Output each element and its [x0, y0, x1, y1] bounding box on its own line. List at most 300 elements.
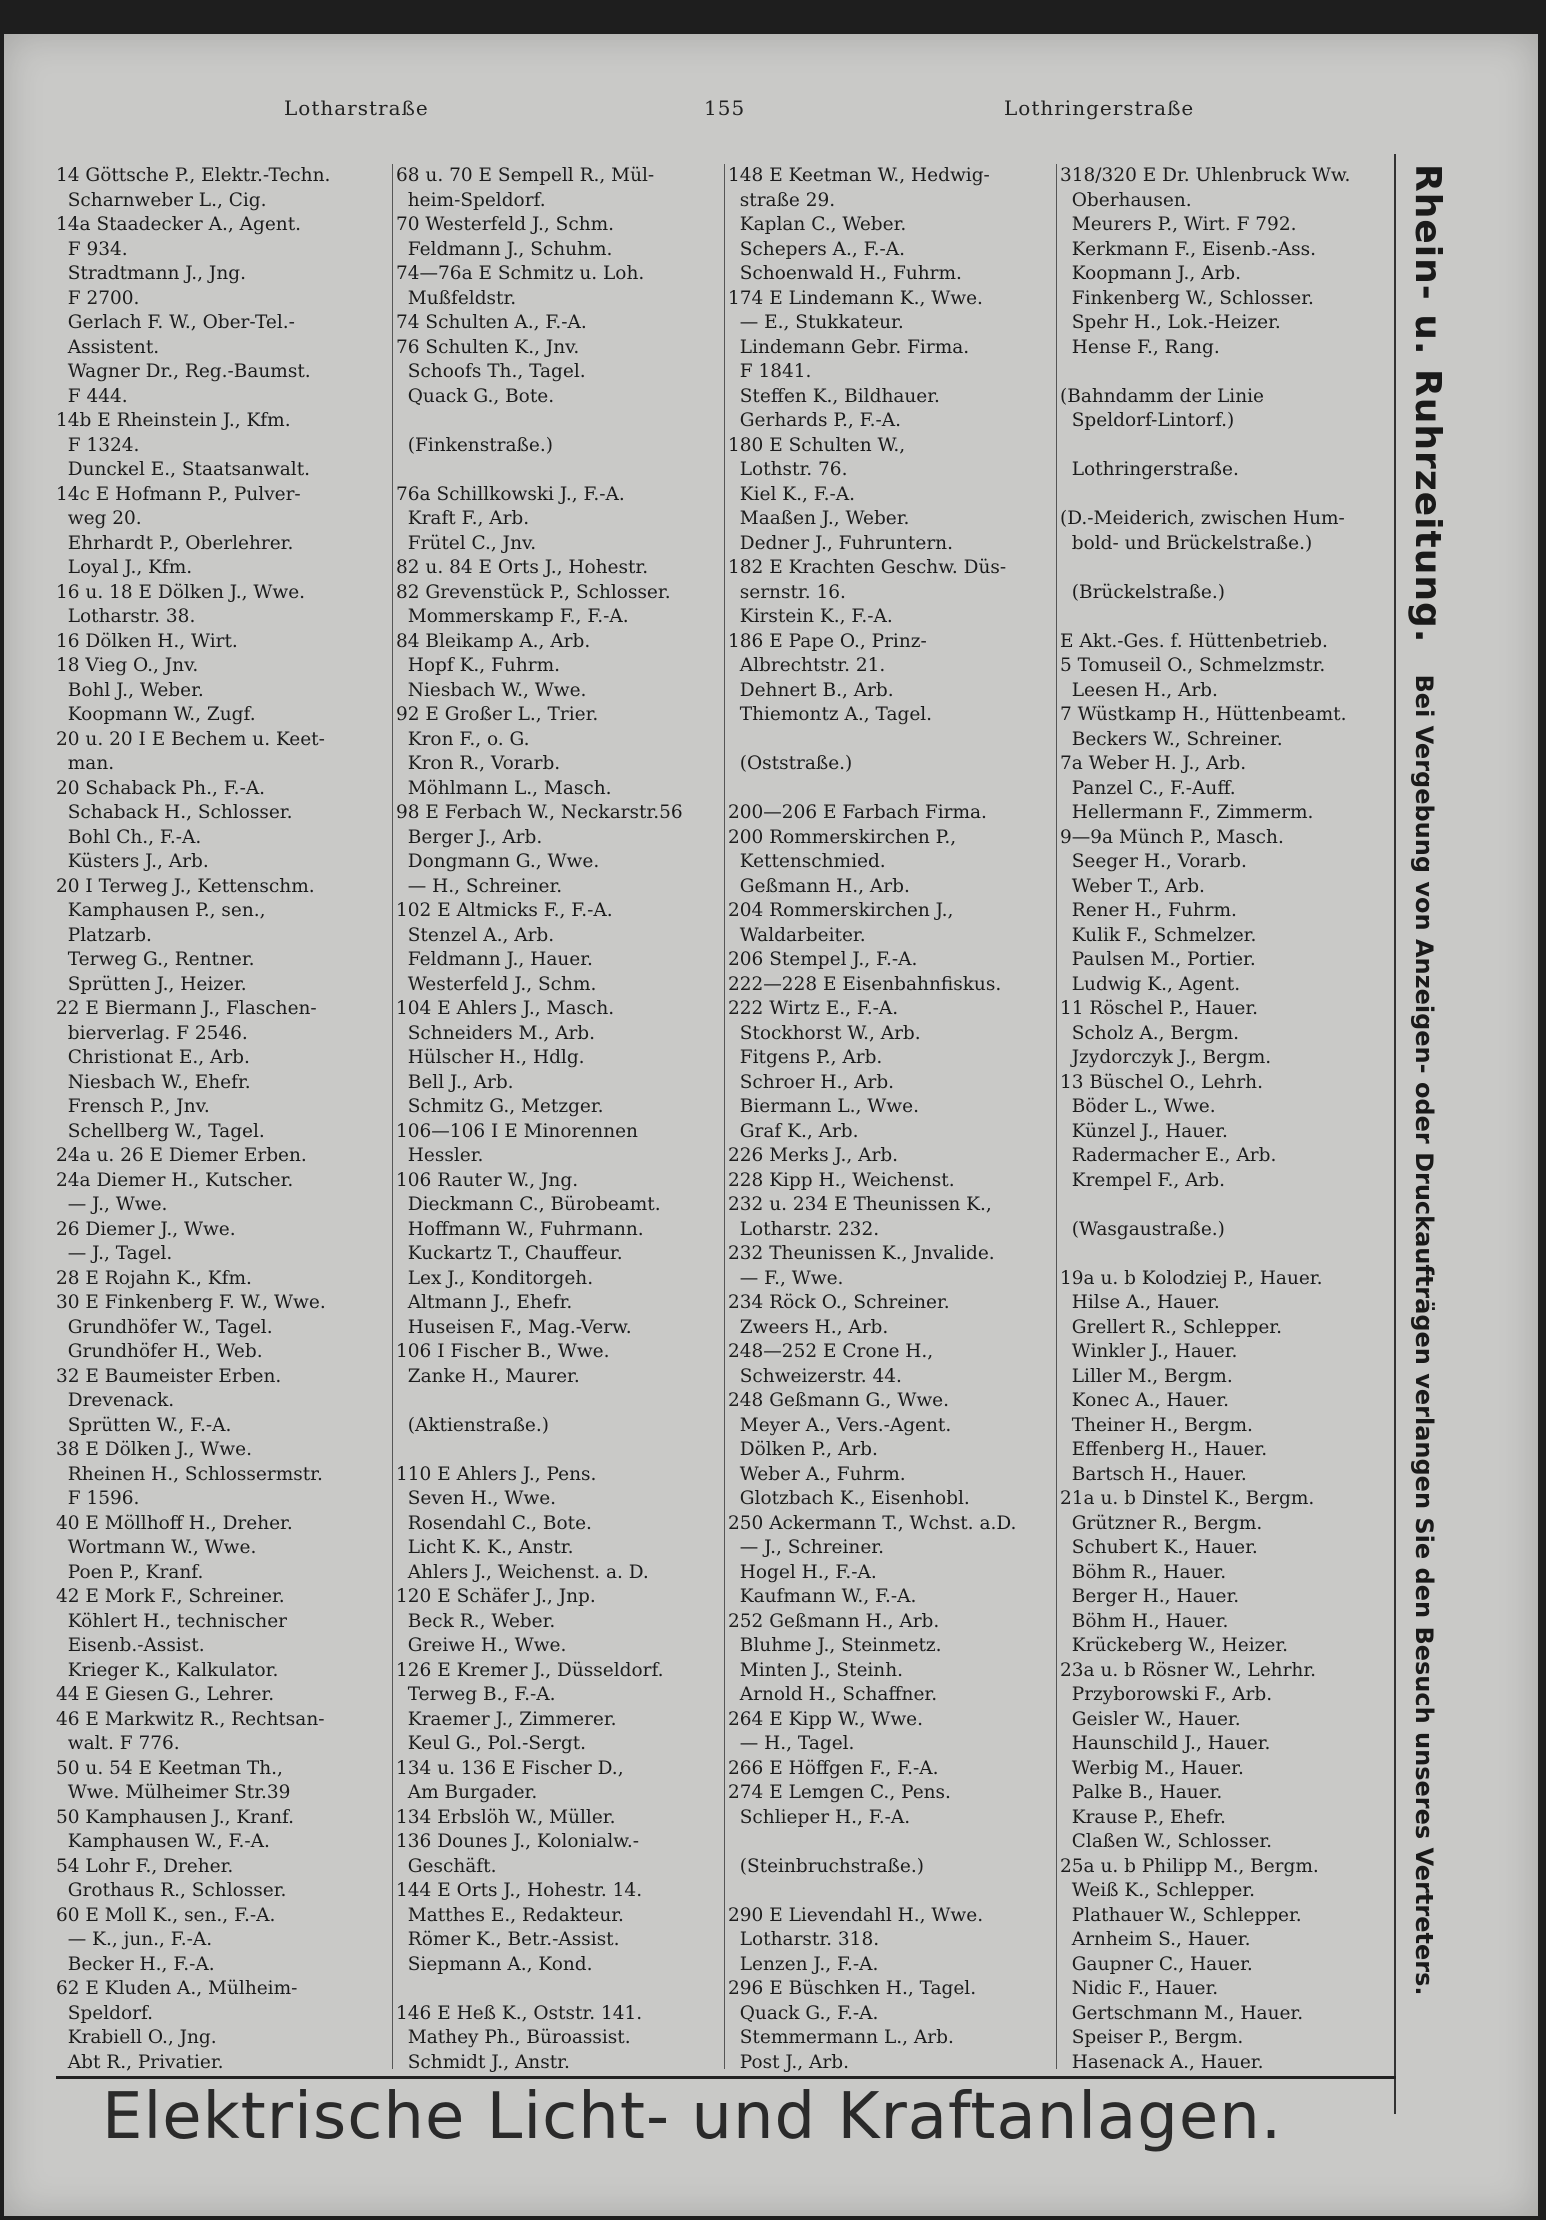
- directory-entry: 222 Wirtz E., F.-A.: [728, 998, 899, 1019]
- directory-entry: Sprütten J., Heizer.: [56, 973, 247, 995]
- directory-entry: Böhm R., Hauer.: [1060, 1561, 1227, 1583]
- directory-entry: Wortmann W., Wwe.: [56, 1537, 257, 1558]
- directory-entry: 104 E Ahlers J., Masch.: [396, 998, 615, 1019]
- directory-entry: Kuckartz T., Chauffeur.: [396, 1243, 623, 1264]
- directory-entry: Hellermann F., Zimmerm.: [1060, 802, 1314, 823]
- directory-entry: Küsters J., Arb.: [56, 851, 209, 872]
- directory-entry: heim-Speldorf.: [396, 189, 546, 211]
- directory-entry: Lenzen J., F.-A.: [728, 1953, 879, 1975]
- directory-entry: Feldmann J., Hauer.: [396, 949, 593, 970]
- directory-entry: Arnold H., Schaffner.: [728, 1684, 938, 1705]
- directory-entry: Seeger H., Vorarb.: [1060, 851, 1247, 872]
- directory-entry: Künzel J., Hauer.: [1060, 1120, 1228, 1142]
- directory-entry: Weber T., Arb.: [1060, 875, 1205, 897]
- directory-entry: Hopf K., Fuhrm.: [396, 655, 560, 676]
- directory-entry: 18 Vieg O., Jnv.: [56, 655, 199, 676]
- directory-entry: 76 Schulten K., Jnv.: [396, 336, 580, 358]
- directory-entry: Bohl Ch., F.-A.: [56, 826, 202, 848]
- directory-entry: Waldarbeiter.: [728, 924, 866, 946]
- directory-entry: F 444.: [56, 385, 128, 407]
- directory-entry: Meyer A., Vers.-Agent.: [728, 1414, 952, 1436]
- directory-entry: Siepmann A., Kond.: [396, 1953, 593, 1975]
- directory-entry: Krabiell O., Jng.: [56, 2027, 217, 2048]
- directory-entry: Köhlert H., technischer: [56, 1610, 287, 1632]
- directory-entry: 84 Bleikamp A., Arb.: [396, 630, 591, 652]
- directory-entry: Quack G., Bote.: [396, 385, 555, 407]
- directory-entry: 25a u. b Philipp M., Bergm.: [1060, 1855, 1319, 1877]
- directory-entry: [396, 1438, 726, 1463]
- directory-entry: 54 Lohr F., Dreher.: [56, 1855, 234, 1877]
- directory-entry: [396, 458, 726, 483]
- directory-entry: 296 E Büschken H., Tagel.: [728, 1978, 977, 1999]
- directory-entry: 32 E Baumeister Erben.: [56, 1365, 282, 1387]
- vertical-ad-text: Bei Vergebung von Anzeigen- oder Druckaufträgen verlangen Sie den Besuch unseres Vertreters.: [1410, 674, 1438, 1996]
- directory-entry: (D.-Meiderich, zwischen Hum-: [1060, 508, 1345, 529]
- ad-divider: [1394, 154, 1396, 2114]
- directory-entry: 134 Erbslöh W., Müller.: [396, 1806, 616, 1828]
- directory-entry: Geisler W., Hauer.: [1060, 1708, 1241, 1730]
- directory-entry: 74—76a E Schmitz u. Loh.: [396, 263, 645, 284]
- directory-entry: 44 E Giesen G., Lehrer.: [56, 1684, 275, 1705]
- directory-entry: Graf K., Arb.: [728, 1120, 859, 1142]
- directory-entry: 46 E Markwitz R., Rechtsan-: [56, 1708, 325, 1730]
- directory-entry: 62 E Kluden A., Mülheim-: [56, 1978, 298, 1999]
- directory-entry: 110 E Ahlers J., Pens.: [396, 1463, 597, 1485]
- directory-entry: Kulik F., Schmelzer.: [1060, 924, 1257, 946]
- directory-entry: Feldmann J., Schuhm.: [396, 238, 613, 260]
- directory-entry: Lex J., Konditorgeh.: [396, 1267, 594, 1289]
- directory-entry: Kamphausen P., sen.,: [56, 900, 266, 921]
- directory-entry: Beck R., Weber.: [396, 1610, 556, 1632]
- directory-entry: 228 Kipp H., Weichenst.: [728, 1169, 955, 1191]
- directory-entry: Bluhme J., Steinmetz.: [728, 1635, 942, 1656]
- directory-entry: Wagner Dr., Reg.-Baumst.: [56, 361, 311, 382]
- directory-entry: straße 29.: [728, 189, 836, 211]
- directory-entry: 23a u. b Rösner W., Lehrhr.: [1060, 1659, 1317, 1681]
- directory-entry: [1060, 483, 1386, 508]
- directory-entry: Kron F., o. G.: [396, 728, 530, 750]
- directory-entry: Mommerskamp F., F.-A.: [396, 606, 629, 627]
- directory-entry: [1060, 1193, 1386, 1218]
- directory-entry: Eisenb.-Assist.: [56, 1635, 205, 1656]
- directory-entry: Lothstr. 76.: [728, 459, 848, 480]
- directory-entry: Leesen H., Arb.: [1060, 679, 1218, 701]
- directory-entry: Rener H., Fuhrm.: [1060, 900, 1237, 921]
- header-left-street: Lotharstraße: [284, 96, 429, 120]
- directory-entry: Dölken P., Arb.: [728, 1439, 878, 1460]
- directory-entry: 68 u. 70 E Sempell R., Mül-: [396, 165, 655, 186]
- directory-entry: 14c E Hofmann P., Pulver-: [56, 483, 301, 505]
- directory-entry: — H., Schreiner.: [396, 875, 563, 897]
- directory-entry: 248 Geßmann G., Wwe.: [728, 1390, 949, 1411]
- directory-entry: Fitgens P., Arb.: [728, 1047, 883, 1068]
- directory-page: [4, 34, 1538, 2216]
- directory-entry: Frütel C., Jnv.: [396, 532, 537, 554]
- directory-column-2: [396, 164, 726, 2072]
- directory-entry: — F., Wwe.: [728, 1267, 844, 1289]
- directory-entry: Grothaus R., Schlosser.: [56, 1880, 287, 1901]
- directory-entry: Schweizerstr. 44.: [728, 1365, 902, 1387]
- directory-entry: Arnheim S., Hauer.: [1060, 1929, 1251, 1950]
- directory-entry: Schmidt J., Anstr.: [396, 2051, 570, 2072]
- directory-entry: 274 E Lemgen C., Pens.: [728, 1782, 951, 1803]
- directory-entry: Theiner H., Bergm.: [1060, 1414, 1253, 1436]
- directory-entry: Weiß K., Schlepper.: [1060, 1880, 1255, 1901]
- directory-entry: Böder L., Wwe.: [1060, 1096, 1216, 1117]
- directory-entry: Terweg B., F.-A.: [396, 1684, 556, 1705]
- directory-entry: Schoenwald H., Fuhrm.: [728, 263, 962, 284]
- directory-entry: F 934.: [56, 238, 128, 260]
- directory-entry: Kaufmann W., F.-A.: [728, 1586, 917, 1607]
- directory-entry: Mathey Ph., Büroassist.: [396, 2027, 631, 2048]
- directory-entry: weg 20.: [56, 508, 142, 529]
- directory-entry: 222—228 E Eisenbahnfiskus.: [728, 973, 1002, 995]
- directory-entry: 264 E Kipp W., Wwe.: [728, 1708, 923, 1730]
- directory-entry: [396, 1977, 726, 2002]
- directory-entry: 16 u. 18 E Dölken J., Wwe.: [56, 581, 306, 603]
- directory-entry: E Akt.-Ges. f. Hüttenbetrieb.: [1060, 630, 1328, 652]
- directory-entry: (Steinbruchstraße.): [728, 1855, 924, 1877]
- directory-entry: walt. F 776.: [56, 1733, 180, 1754]
- directory-entry: — E., Stukkateur.: [728, 312, 904, 333]
- directory-column-3: [728, 164, 1058, 2072]
- directory-entry: Maaßen J., Weber.: [728, 508, 910, 529]
- directory-entry: 22 E Biermann J., Flaschen-: [56, 998, 317, 1019]
- directory-entry: 38 E Dölken J., Wwe.: [56, 1439, 252, 1460]
- directory-entry: 19a u. b Kolodziej P., Hauer.: [1060, 1267, 1323, 1289]
- directory-entry: Effenberg H., Hauer.: [1060, 1439, 1268, 1460]
- directory-entry: Speldorf-Lintorf.): [1060, 410, 1235, 431]
- directory-entry: 24a Diemer H., Kutscher.: [56, 1169, 294, 1191]
- directory-entry: 20 u. 20 I E Bechem u. Keet-: [56, 728, 325, 750]
- directory-entry: 106 I Fischer B., Wwe.: [396, 1341, 610, 1362]
- directory-entry: Stradtmann J., Jng.: [56, 263, 246, 284]
- directory-column-1: [56, 164, 390, 2072]
- directory-entry: Frensch P., Jnv.: [56, 1096, 210, 1117]
- directory-entry: Licht K. K., Anstr.: [396, 1537, 574, 1558]
- directory-entry: Albrechtstr. 21.: [728, 655, 886, 676]
- directory-entry: [728, 728, 1058, 753]
- directory-entry: 106 Rauter W., Jng.: [396, 1169, 579, 1191]
- directory-entry: 28 E Rojahn K., Kfm.: [56, 1267, 252, 1289]
- directory-entry: — J., Schreiner.: [728, 1537, 884, 1558]
- directory-entry: Kraft F., Arb.: [396, 508, 530, 529]
- directory-entry: 226 Merks J., Arb.: [728, 1145, 899, 1166]
- directory-entry: (Brückelstraße.): [1060, 581, 1225, 603]
- directory-entry: Ahlers J., Weichenst. a. D.: [396, 1561, 649, 1583]
- directory-entry: Am Burgader.: [396, 1782, 538, 1803]
- directory-entry: Grundhöfer H., Web.: [56, 1341, 263, 1362]
- directory-entry: 82 Grevenstück P., Schlosser.: [396, 581, 671, 603]
- directory-entry: 20 I Terweg J., Kettenschm.: [56, 875, 315, 897]
- directory-entry: Schneiders M., Arb.: [396, 1022, 596, 1044]
- directory-entry: Paulsen M., Portier.: [1060, 949, 1256, 970]
- directory-entry: Beckers W., Schreiner.: [1060, 728, 1283, 750]
- directory-entry: Steffen K., Bildhauer.: [728, 385, 940, 407]
- directory-entry: Mußfeldstr.: [396, 287, 517, 309]
- directory-entry: [1060, 605, 1386, 630]
- directory-entry: F 1324.: [56, 434, 140, 456]
- directory-entry: 174 E Lindemann K., Wwe.: [728, 287, 983, 309]
- footer-rule: [56, 2076, 1396, 2079]
- directory-entry: Berger J., Arb.: [396, 826, 543, 848]
- directory-entry: Liller M., Bergm.: [1060, 1365, 1233, 1387]
- directory-entry: Kron R., Vorarb.: [396, 753, 561, 774]
- directory-entry: Bartsch H., Hauer.: [1060, 1463, 1247, 1485]
- header-right-street: Lothringerstraße: [1004, 96, 1195, 120]
- directory-entry: Plathauer W., Schlepper.: [1060, 1904, 1302, 1926]
- directory-entry: 318/320 E Dr. Uhlenbruck Ww.: [1060, 165, 1351, 186]
- directory-entry: Rosendahl C., Bote.: [396, 1512, 592, 1534]
- directory-entry: 76a Schillkowski J., F.-A.: [396, 483, 625, 505]
- directory-entry: Huseisen F., Mag.-Verw.: [396, 1316, 632, 1338]
- directory-entry: Biermann L., Wwe.: [728, 1096, 919, 1117]
- directory-entry: Gerlach F. W., Ober-Tel.-: [56, 312, 295, 333]
- directory-entry: Hogel H., F.-A.: [728, 1561, 877, 1583]
- directory-entry: Wwe. Mülheimer Str.39: [56, 1782, 291, 1803]
- directory-entry: 13 Büschel O., Lehrh.: [1060, 1071, 1263, 1093]
- directory-entry: 200 Rommerskirchen P.,: [728, 826, 957, 848]
- directory-entry: Radermacher E., Arb.: [1060, 1145, 1277, 1166]
- directory-entry: 21a u. b Dinstel K., Bergm.: [1060, 1488, 1315, 1509]
- directory-entry: F 1841.: [728, 361, 812, 382]
- directory-entry: 102 E Altmicks F., F.-A.: [396, 900, 613, 921]
- directory-entry: — H., Tagel.: [728, 1733, 855, 1754]
- directory-entry: Lotharstr. 232.: [728, 1218, 880, 1240]
- directory-entry: Böhm H., Hauer.: [1060, 1610, 1229, 1632]
- directory-entry: Sprütten W., F.-A.: [56, 1414, 232, 1436]
- directory-entry: Winkler J., Hauer.: [1060, 1341, 1238, 1362]
- directory-entry: Zanke H., Maurer.: [396, 1365, 580, 1387]
- directory-entry: Bohl J., Weber.: [56, 679, 204, 701]
- directory-entry: Haunschild J., Hauer.: [1060, 1733, 1271, 1754]
- directory-entry: Rheinen H., Schlossermstr.: [56, 1463, 323, 1485]
- directory-entry: Kraemer J., Zimmerer.: [396, 1708, 617, 1730]
- directory-entry: Speldorf.: [56, 2002, 154, 2024]
- directory-entry: F 2700.: [56, 287, 140, 309]
- directory-entry: Dunckel E., Staatsanwalt.: [56, 459, 311, 480]
- directory-entry: Koopmann J., Arb.: [1060, 263, 1242, 284]
- directory-entry: — K., jun., F.-A.: [56, 1929, 213, 1950]
- directory-entry: Dedner J., Fuhruntern.: [728, 532, 953, 554]
- directory-entry: 182 E Krachten Geschw. Düs-: [728, 557, 1007, 578]
- directory-entry: Kirstein K., F.-A.: [728, 606, 893, 627]
- directory-entry: Stenzel A., Arb.: [396, 924, 555, 946]
- directory-entry: 266 E Höffgen F., F.-A.: [728, 1757, 939, 1779]
- directory-entry: bold- und Brückelstraße.): [1060, 532, 1313, 554]
- directory-entry: Ehrhardt P., Oberlehrer.: [56, 532, 294, 554]
- directory-entry: Lindemann Gebr. Firma.: [728, 336, 970, 358]
- directory-entry: [396, 1389, 726, 1414]
- directory-entry: F 1596.: [56, 1488, 140, 1509]
- directory-entry: Thiemontz A., Tagel.: [728, 704, 933, 725]
- directory-entry: Dieckmann C., Bürobeamt.: [396, 1194, 661, 1215]
- vertical-ad-title: Rhein- u. Ruhrzeitung.: [1407, 164, 1448, 644]
- directory-entry: [1060, 434, 1386, 459]
- directory-entry: 234 Röck O., Schreiner.: [728, 1292, 950, 1313]
- directory-entry: Lotharstr. 38.: [56, 606, 196, 627]
- directory-entry: (Wasgaustraße.): [1060, 1218, 1225, 1240]
- directory-entry: Scholz A., Bergm.: [1060, 1022, 1240, 1044]
- directory-entry: 14 Göttsche P., Elektr.-Techn.: [56, 165, 331, 186]
- directory-entry: Bell J., Arb.: [396, 1071, 514, 1093]
- directory-entry: 186 E Pape O., Prinz-: [728, 630, 927, 652]
- directory-entry: 9—9a Münch P., Masch.: [1060, 826, 1284, 848]
- directory-entry: (Finkenstraße.): [396, 434, 553, 456]
- directory-entry: — J., Wwe.: [56, 1194, 168, 1215]
- directory-entry: 92 E Großer L., Trier.: [396, 704, 599, 725]
- directory-entry: 14b E Rheinstein J., Kfm.: [56, 410, 291, 431]
- directory-entry: 26 Diemer J., Wwe.: [56, 1218, 236, 1240]
- directory-entry: Kerkmann F., Eisenb.-Ass.: [1060, 238, 1316, 260]
- directory-entry: Platzarb.: [56, 924, 152, 946]
- directory-entry: Zweers H., Arb.: [728, 1316, 889, 1338]
- directory-entry: [728, 1879, 1058, 1904]
- directory-entry: Gerhards P., F.-A.: [728, 410, 902, 431]
- directory-entry: Glotzbach K., Eisenhobl.: [728, 1488, 970, 1509]
- directory-entry: (Aktienstraße.): [396, 1414, 549, 1436]
- directory-entry: 106—106 I E Minorennen: [396, 1120, 638, 1142]
- directory-entry: — J., Tagel.: [56, 1243, 173, 1264]
- directory-entry: Werbig M., Hauer.: [1060, 1757, 1244, 1779]
- directory-entry: bierverlag. F 2546.: [56, 1022, 248, 1044]
- directory-entry: Grellert R., Schlepper.: [1060, 1316, 1282, 1338]
- directory-entry: 134 u. 136 E Fischer D.,: [396, 1757, 624, 1779]
- directory-entry: 30 E Finkenberg F. W., Wwe.: [56, 1292, 326, 1313]
- directory-entry: Christionat E., Arb.: [56, 1047, 250, 1068]
- directory-entry: man.: [56, 753, 115, 774]
- directory-entry: Kamphausen W., F.-A.: [56, 1831, 270, 1852]
- directory-entry: Abt R., Privatier.: [56, 2051, 224, 2072]
- directory-entry: (Oststraße.): [728, 753, 853, 774]
- directory-entry: Dehnert B., Arb.: [728, 679, 894, 701]
- directory-entry: 16 Dölken H., Wirt.: [56, 630, 238, 652]
- directory-entry: Hense F., Rang.: [1060, 336, 1220, 358]
- directory-entry: Westerfeld J., Schm.: [396, 973, 597, 995]
- directory-entry: Kettenschmied.: [728, 851, 886, 872]
- directory-entry: Koopmann W., Zugf.: [56, 704, 256, 725]
- directory-entry: 50 Kamphausen J., Kranf.: [56, 1806, 295, 1828]
- directory-entry: Greiwe H., Wwe.: [396, 1635, 567, 1656]
- column-divider: [1056, 164, 1057, 2069]
- directory-entry: Hoffmann W., Fuhrmann.: [396, 1218, 644, 1240]
- directory-entry: 252 Geßmann H., Arb.: [728, 1610, 940, 1632]
- directory-entry: 232 u. 234 E Theunissen K.,: [728, 1194, 992, 1215]
- directory-entry: Krieger K., Kalkulator.: [56, 1659, 279, 1681]
- directory-entry: 82 u. 84 E Orts J., Hohestr.: [396, 557, 649, 578]
- directory-entry: Konec A., Hauer.: [1060, 1390, 1230, 1411]
- directory-entry: 200—206 E Farbach Firma.: [728, 802, 987, 823]
- directory-entry: 50 u. 54 E Keetman Th.,: [56, 1757, 283, 1779]
- directory-entry: Palke B., Hauer.: [1060, 1782, 1223, 1803]
- directory-entry: Schaback H., Schlosser.: [56, 802, 293, 823]
- directory-entry: Terweg G., Rentner.: [56, 949, 255, 970]
- directory-entry: Berger H., Hauer.: [1060, 1586, 1240, 1607]
- directory-entry: Jzydorczyk J., Bergm.: [1060, 1047, 1272, 1068]
- directory-entry: Kiel K., F.-A.: [728, 483, 856, 505]
- vertical-advertisement: [1402, 164, 1458, 2124]
- directory-entry: [1060, 556, 1386, 581]
- directory-entry: 250 Ackermann T., Wchst. a.D.: [728, 1512, 1017, 1534]
- directory-entry: Altmann J., Ehefr.: [396, 1292, 573, 1313]
- directory-entry: Loyal J., Kfm.: [56, 557, 193, 578]
- directory-entry: 11 Röschel P., Hauer.: [1060, 998, 1259, 1019]
- directory-entry: [1060, 1242, 1386, 1267]
- directory-entry: 98 E Ferbach W., Neckarstr.56: [396, 802, 683, 823]
- directory-entry: Hülscher H., Hdlg.: [396, 1047, 585, 1068]
- directory-entry: Hasenack A., Hauer.: [1060, 2051, 1264, 2072]
- directory-entry: 146 E Heß K., Oststr. 141.: [396, 2002, 643, 2024]
- directory-entry: Stockhorst W., Arb.: [728, 1022, 921, 1044]
- directory-entry: Nidic F., Hauer.: [1060, 1978, 1219, 1999]
- directory-entry: Krückeberg W., Heizer.: [1060, 1635, 1289, 1656]
- directory-entry: 144 E Orts J., Hohestr. 14.: [396, 1880, 643, 1901]
- directory-entry: [396, 409, 726, 434]
- directory-entry: Grundhöfer W., Tagel.: [56, 1316, 273, 1338]
- directory-entry: 40 E Möllhoff H., Dreher.: [56, 1512, 293, 1534]
- directory-entry: 248—252 E Crone H.,: [728, 1341, 934, 1362]
- directory-entry: 5 Tomuseil O., Schmelzmstr.: [1060, 655, 1326, 676]
- directory-entry: Stemmermann L., Arb.: [728, 2027, 954, 2048]
- directory-entry: Keul G., Pol.-Sergt.: [396, 1733, 587, 1754]
- directory-entry: Schoofs Th., Tagel.: [396, 361, 586, 382]
- directory-entry: Krause P., Ehefr.: [1060, 1806, 1226, 1828]
- directory-entry: Grützner R., Bergm.: [1060, 1512, 1263, 1534]
- directory-entry: Przyborowski F., Arb.: [1060, 1684, 1273, 1705]
- directory-entry: 14a Staadecker A., Agent.: [56, 214, 302, 235]
- directory-entry: Schlieper H., F.-A.: [728, 1806, 911, 1828]
- directory-entry: Ludwig K., Agent.: [1060, 973, 1241, 995]
- directory-entry: Quack G., F.-A.: [728, 2002, 879, 2024]
- directory-entry: Spehr H., Lok.-Heizer.: [1060, 312, 1281, 333]
- directory-entry: Lothringerstraße.: [1060, 459, 1239, 480]
- directory-entry: Möhlmann L., Masch.: [396, 777, 612, 799]
- directory-entry: 74 Schulten A., F.-A.: [396, 312, 587, 333]
- directory-entry: Niesbach W., Ehefr.: [56, 1071, 251, 1093]
- directory-entry: 120 E Schäfer J., Jnp.: [396, 1586, 596, 1607]
- directory-entry: Meurers P., Wirt. F 792.: [1060, 214, 1297, 235]
- directory-entry: 20 Schaback Ph., F.-A.: [56, 777, 266, 799]
- directory-entry: Geschäft.: [396, 1855, 497, 1877]
- directory-entry: 7 Wüstkamp H., Hüttenbeamt.: [1060, 704, 1347, 725]
- column-divider: [392, 164, 393, 2069]
- directory-entry: 70 Westerfeld J., Schm.: [396, 214, 615, 235]
- directory-entry: 148 E Keetman W., Hedwig-: [728, 165, 990, 186]
- directory-entry: Oberhausen.: [1060, 189, 1192, 211]
- directory-entry: Weber A., Fuhrm.: [728, 1463, 906, 1485]
- directory-entry: Claßen W., Schlosser.: [1060, 1831, 1273, 1852]
- directory-entry: 204 Rommerskirchen J.,: [728, 900, 954, 921]
- page-number: 155: [704, 96, 746, 120]
- directory-entry: Niesbach W., Wwe.: [396, 679, 587, 701]
- directory-entry: 7a Weber H. J., Arb.: [1060, 753, 1247, 774]
- directory-entry: Matthes E., Redakteur.: [396, 1904, 624, 1926]
- directory-entry: 60 E Moll K., sen., F.-A.: [56, 1904, 276, 1926]
- directory-entry: (Bahndamm der Linie: [1060, 385, 1265, 407]
- directory-entry: Dongmann G., Wwe.: [396, 851, 600, 872]
- directory-entry: Drevenack.: [56, 1390, 175, 1411]
- directory-entry: Hilse A., Hauer.: [1060, 1292, 1220, 1313]
- directory-entry: [1060, 360, 1386, 385]
- directory-entry: Becker H., F.-A.: [56, 1953, 215, 1975]
- directory-entry: Hessler.: [396, 1145, 484, 1166]
- directory-entry: Gertschmann M., Hauer.: [1060, 2002, 1304, 2024]
- directory-entry: Römer K., Betr.-Assist.: [396, 1929, 620, 1950]
- directory-entry: Schepers A., F.-A.: [728, 238, 905, 260]
- directory-entry: 136 Dounes J., Kolonialw.-: [396, 1831, 640, 1852]
- directory-entry: Minten J., Steinh.: [728, 1659, 904, 1681]
- directory-entry: Scharnweber L., Cig.: [56, 189, 267, 211]
